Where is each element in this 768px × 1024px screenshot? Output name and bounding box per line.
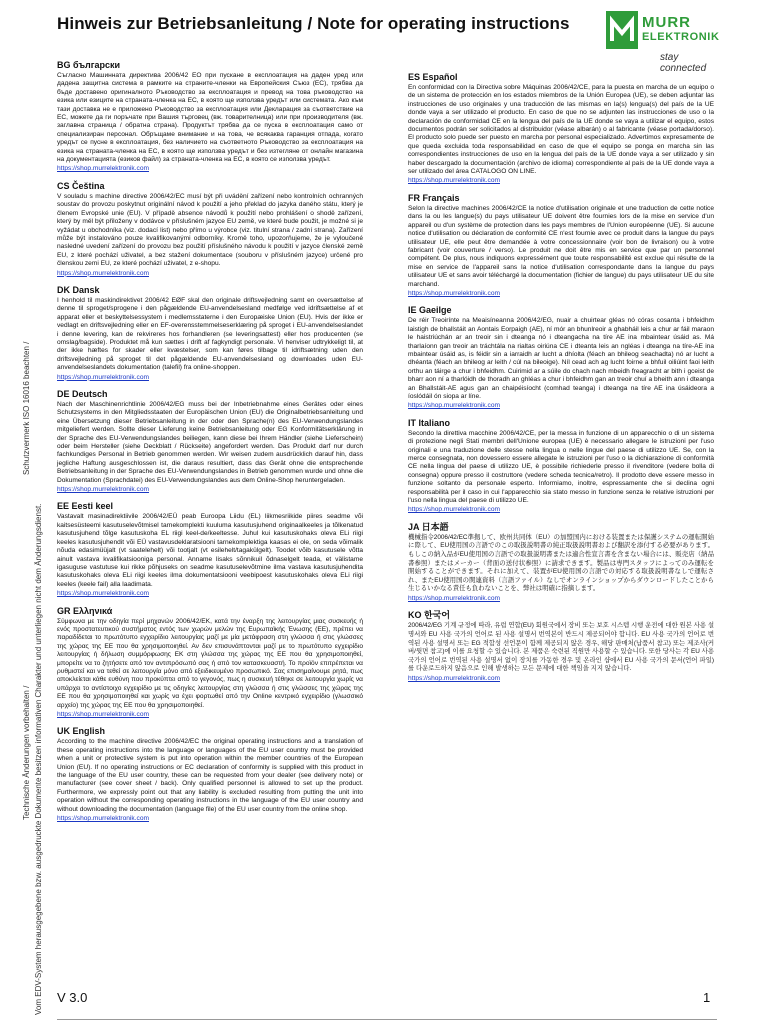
section-bg	[57, 60, 363, 174]
section-heading: FR Français	[408, 192, 460, 203]
section-ja	[408, 522, 714, 604]
shop-link[interactable]: https://shop.murrelektronik.com	[57, 711, 149, 718]
section-text: Selon la directive machines 2006/42/CE la notice d'utilisation originale et une traduction de cette notice dans la ou les langue(s) du pays utilisateur UE doivent être fournies lors de la mise en service d'un appareil ou d'un système de protection dans les pays membres de l'Union européenne (UE). Si aucune notice d'utilisation ou déclaration de conformité CE n'est fournie avec ce produit dans la langue du pays utilisateur UE, elle peut être demandée à votre concessionnaire (voir bon de livraison) ou à votre fabricant (voir couverture / verso). Le produit ne doit être mis en service que par un personnel compétent. De plus, nous indiquons expressément que toute responsabilité est exclue qui résulte de la mise en service de l'appareil sans la notice d'utilisation correspondante dans la langue du pays utilisateur UE et sans avoir téléchargé la documentation (fichier de langue) du pays utilisateur UE du site marchand.	[408, 204, 714, 288]
section-heading: IT Italiano	[408, 417, 451, 428]
shop-link[interactable]: https://shop.murrelektronik.com	[57, 486, 149, 494]
section-uk	[57, 726, 363, 823]
shop-link[interactable]: https://shop.murrelektronik.com	[57, 269, 149, 277]
section-text: Σύμφωνα με την οδηγία περί μηχανών 2006/42/ΕΚ, κατά την έναρξη της λειτουργίας μιας συσκευής ή ενός προστατευτικού συστήματος εντός των χωρών μελών της Ευρωπαϊκής Ένωσης (ΕΕ), πρέπει να παραδίδεται το πρωτότυπο εγχειρίδιο λειτουργίας μαζί με μία μετάφραση στη γλώσσα ή στις γλώσσες της χώρας της ΕΕ που θα χρησιμοποιηθεί. Αν δεν επισυνάπτονται μαζί με το πρωτότυπο εγχειρίδιο λειτουργίας ή δήλωση συμμόρφωσης ΕΚ στη γλώσσα της χώρας της ΕΕ που θα χρησιμοποιηθεί, μπορείτε να το ζητήσετε από τον αντιπρόσωπό σας ή από τον κατασκευαστή. Το προϊόν επιτρέπεται να ρυθμιστεί και να τεθεί σε λειτουργία μόνο από εξειδικευμένο προσωπικό. Σας επισημαίνουμε ρητά, πως αποκλείεται κάθε ευθύνη που προκύπτει από το γεγονός, πως η συσκευή τέθηκε σε λειτουργία χωρίς να υπάρχει το αντίστοιχο εγχειρίδιο με τις οδηγίες λειτουργίας στη γλώσσα ή στις γλώσσες της χώρας της ΕΕ που θα χρησιμοποιηθεί και χωρίς να έχει φορτωθεί από την Online κεντρικό εγχειρίδιο (γλωσσικό αρχείο) της χώρας της ΕΕ που θα χρησιμοποιηθεί.	[57, 617, 363, 709]
section-de	[57, 389, 363, 494]
section-ee	[57, 501, 363, 598]
shop-link[interactable]: https://shop.murrelektronik.com	[408, 289, 500, 297]
section-cs	[57, 181, 363, 278]
section-dk	[57, 285, 363, 382]
section-heading: KO 한국어	[408, 610, 451, 621]
section-gr	[57, 606, 363, 720]
left-column	[57, 60, 363, 830]
shop-link[interactable]: https://shop.murrelektronik.com	[408, 177, 500, 185]
section-heading: ES Español	[408, 72, 458, 82]
shop-link[interactable]: https://shop.murrelektronik.com	[408, 675, 500, 682]
section-it	[408, 418, 714, 515]
section-heading: IE Gaeilge	[408, 305, 452, 316]
section-text: According to the machine directive 2006/42/EC the original operating instructions and a translation of these operating instructions into the language or languages of the EU user country must be provided when a unit or protective system is put into operation within the member countries of the European Union (EU). If no operating instructions or EC declaration of conformity is supplied with this product in the language of the EU user country, these can be requested from your dealer (see delivery note) or manufacturer (see cover sheet / back). Only qualified personnel is allowed to set up the product. Furthermore, we expressly point out that any liability is excluded resulting from putting the unit into operation without the corresponding operating instructions in the language of the EU user country and without downloading the documentation (language file) of the EU user country from the online shop.	[57, 738, 363, 813]
logo-word-elektronik: ELEKTRONIK	[642, 31, 720, 43]
margin-note-protection: Schutzvermerk ISO 16016 beachten /	[22, 341, 31, 475]
logo-tagline: stay connected	[660, 52, 707, 74]
section-heading: DK Dansk	[57, 284, 100, 295]
shop-link[interactable]: https://shop.murrelektronik.com	[57, 815, 149, 823]
page-title: Hinweis zur Betriebsanleitung / Note for operating instructions	[57, 14, 570, 33]
section-heading: UK English	[57, 726, 106, 737]
murr-elektronik-logo	[606, 11, 720, 74]
section-text: V souladu s machine directive 2006/42/EC musí být při uvádění zařízení nebo kontrolních ochranných soustav do provozu poskytnut originální návod k použití a jeho překlad do jazyka daného státu, který je členem Evropské unie (EU). V případě absence návodů k použití nebo prohlášení o shodě zařízení, který by měl být přiloženy v dodávce v příslušném jazyce EU země, ve které bude použit, je možné si je vyžádat u obchodníka (viz. dodací list) nebo přímo u výrobce (viz. titulní strana / zadní strana). Zařízení může být instalováno pouze kvalifikovanými odborníky. Kromě toho, upozorňujeme, že je vyloučené nasledné uvedení zařízení do provozu bez použití příslušného návodu k použití v jazyce členské země EU, z které pochází uživatel, a bez stažení dokumentace (souboru v příslušném jazyce) určené pro členskou zemi EU, ze které pochází uživatel, z e-shopu.	[57, 192, 363, 268]
section-heading: JA 日本語	[408, 521, 449, 532]
margin-note-changes: Technische Änderungen vorbehalten /	[22, 685, 31, 820]
footer-divider	[57, 1019, 717, 1020]
section-text: Съгласно Машинната директива 2006/42 ЕО при пускане в експлоатация на даден уред или дадена защитна система в рамките на страните-членки на Европейския Съюз (ЕС), трябва да бъде доставено оригиналното Ръководство за експлоатация и превод на това ръководство на езика или езиците на страната-членка на ЕС, в която ще използва уредът или системата. Ако към тази доставка не е приложено Ръководство за експлоатация или Декларация за съответствие на ЕС, можете да ги поръчате при Вашия търговец (вж. товарителница) или при производителя (вж. заглавна страница / обратна страна). Продуктът трябва да се пуска в експлоатация само от специализиран персонал. Обръщаме внимание и на това, че всякаква гаранция отпада, когато уредът се пусне в експлоатация, без наличието на съответното Ръководство за експлоатация на езика на страната-членка на ЕС, в която ще използва уредът и без изтегляне от онлайн магазина на документацията (езиков файл) за страната-членка на ЕС, в която се използва уредът.	[57, 72, 363, 164]
section-fr	[408, 193, 714, 298]
shop-link[interactable]: https://shop.murrelektronik.com	[57, 373, 149, 381]
shop-link[interactable]: https://shop.murrelektronik.com	[57, 165, 149, 173]
section-heading: GR Ελληνικά	[57, 605, 113, 616]
section-es	[408, 72, 714, 186]
logo-word-murr: MURR	[642, 14, 691, 31]
section-heading: EE Eesti keel	[57, 501, 114, 512]
section-heading: DE Deutsch	[57, 389, 108, 399]
section-text: 機械指令2006/42/EC準拠して、欧州共同体（EU）の加盟国内における装置または保護システムの運転開始に際して、EU使用国の言語でのこの取扱説明書の純正取扱説明書および翻訳を添付する必要があります。もしこの納入品がEU使用国の言語での取扱説明書または適合性宣言書を含まない場合には、販売店（納品書参照）またはメーカー（背面の送付状参照）に請求できます。製品は専門スタッフによってのみ運転を開始することができます。それに加えて、装置がEU使用国の言語での対応する取扱説明書なしで運転され、またEU使用国の関連資料（言語ファイル）なしでオンラインショップからダウンロードしたことから生じるいかなる責任も負わないことを、弊社は明確に指摘します。	[408, 533, 714, 593]
section-ko	[408, 610, 714, 683]
margin-note-edv: Vom EDV-System herausgegebene bzw. ausgedruckte Dokumente besitzen informativen Charakter und unterliegen nicht dem Änderungsdienst.	[34, 503, 43, 1015]
page-number: 1	[703, 990, 711, 1005]
section-text: I henhold til maskindirektivet 2006/42 EØF skal den originale driftsvejledning samt en oversættelse af denne til sproget/sprogene i den pågældende EU-anvendelsesland medfølge ved idriftsættelse af et apparat eller et beskyttelsessystem i medlemsstaterne i den Europæiske Union (EU). Hvis der ikke er vedlagt en driftsvejledning eller en EF-overensstemmelseserklæring på sproget i EU-anvendelseslandet i denne levering, kan de rekvireres hos forhandleren (se leveringsattest) eller hos producenten (se omslag/bagside). Produktet må kun sættes i drift af fagkyndigt personale. Vi henviser udtrykkeligt til, at der ikke hæftes for skader eller kvæstelser, som kan føres tilbage til idriftsætning uden den driftsvejledning på sproget til det pågældende EU-anvendelsesland og downloades uden EU-anvendelseslandets dokumentation (talefil) fra online-shoppen.	[57, 296, 363, 372]
section-text: Nach der Maschinenrichtlinie 2006/42/EG muss bei der Inbetriebnahme eines Gerätes oder eines Schutzsystems in den Mitgliedsstaaten der Europäischen Union (EU) die Originalbetriebsanleitung und eine Übersetzung dieser Betriebsanleitung in der oder den Sprache(n) des EU-Verwendungslandes mitgeliefert werden. Sollte dieser Lieferung keine Betriebsanleitung oder EG Konformitätserklärung in der Sprache des EU-Verwendungslandes beiliegen, kann diese bei Ihrem Händler (siehe Lieferschein) oder beim Hersteller (siehe Deckblatt / Rückseite) angefordert werden. Das Produkt darf nur durch fachkundiges Personal in Betrieb genommen werden. Wir weisen zudem ausdrücklich darauf hin, dass jegliche Haftung ausgeschlossen ist, die daraus resultiert, dass das Gerät ohne die entsprechende Betriebsanleitung in der Sprache des EU-Verwendungslandes in Betrieb genommen wurde und ohne die Dokumentation (Sprachdatei) des EU-Verwendungslandes aus dem Online-Shop heruntergeladen.	[57, 401, 363, 484]
right-column	[408, 72, 714, 690]
section-heading: BG български	[57, 60, 121, 70]
section-heading: CS Čeština	[57, 180, 105, 191]
section-text: En conformidad con la Directiva sobre Máquinas 2006/42/CE, para la puesta en marcha de un equipo o de un sistema de protección en los estados miembros de la Unión Europea (UE), se deben adjuntar las instrucciones de uso originales y una traducción de las mismas en la(s) lengua(s) del país de la UE donde vaya a ser utilizado el producto. En caso de que no se adjunten las instrucciones de uso o la declaración de conformidad CE en la lengua del país de la UE donde se vaya a utilizar el equipo, estos documentos podrán ser solicitados al distribuidor (véase albarán) o al fabricante (véase portada/dorso). El producto solo puede ser puesto en marcha por personal especializado. Advertimos expresamente de que queda excluida toda responsabilidad en caso de que el equipo se ponga en marcha sin las correspondientes instrucciones de uso en la lengua del país de la UE donde vaya a ser utilizado y sin haber descargado la documentación (archivo de idioma) correspondiente al país de la UE donde vaya a ser utilizado del área CATALOGO ON LINE.	[408, 84, 714, 176]
shop-link[interactable]: https://shop.murrelektronik.com	[57, 590, 149, 598]
logo-mark-icon	[606, 11, 638, 49]
section-text: Secondo la direttiva macchine 2006/42/CE, per la messa in funzione di un apparecchio o di un sistema di protezione negli Stati membri dell'Unione europea (UE) è necessario allegare le istruzioni per l'uso originali e una traduzione delle stesse nella lingua o nelle lingue del paese di utilizzo UE. Se, con la merce consegnata, non dovessero essere allegate le istruzioni per l'uso o la dichiarazione di conformità CE nella lingua del paese di utilizzo UE, è possibile richiederle presso il rivenditore (vedere bolla di consegna) oppure presso il costruttore (vedere scheda tecnica/retro). Il prodotto deve essere messo in funzione soltanto da personale esperto. Informiamo, inoltre, espressamente che si declina ogni responsabilità per il caso in cui l'apparecchio sia stato messo in funzione senza le relative istruzioni per l'uso nella lingua del paese di utilizzo UE.	[408, 429, 714, 505]
version-label: V 3.0	[57, 990, 88, 1005]
section-text: Vastavalt masinadirektiivile 2006/42/EÜ peab Euroopa Liidu (EL) liikmesriikide piires seadme või kaitsesüsteemi kasutuselevõtmisel tarnekomplekti kuuluma kasutusjuhend originaalkeeles ja tõlkenatud kasutusjuhend tõlge kasutuskoha EL riigi keel-de/keeltesse. Juhul kui kasutuskohaks oleva ELi riigi keeles kasutusjuhendit või EÜ vastavusdeklaratsiooni tarnekomplektiga kaasas ei ole, on seda võimalik nõuda edasimüüjalt (vt saatelehelt) või tootjalt (vt esilehelt/tagakülgelt). Toodet võib kasutusele võtta ainult vastava kvalifikatsiooniga personal. Anname lisaks sõnnikuil õdnaselgelt teada, et välistame igasuguse vastutuse kui rikke põhjuseks on seadme kasutuselevõtmine ilma vastava kasutusjuhendita kasutuskohaks oleva ELi riigi keeles ilma dokumentatsiooni veebipoest kasutuskohaks oleva ELi riigi keeles (keele fail) alla laadimata.	[57, 513, 363, 588]
section-text: 2006/42/EG 기계 규정에 따라, 유럽 연합(EU) 회원국에서 장비 또는 보호 시스템 시행 운전에 대한 원본 사용 설명서와 EU 사용 국가의 언어로 된 사용 설명서 번역본이 반드시 제공되어야 합니다. EU 사용 국가의 언어로 번역된 사용 설명서 또는 EG 적합성 선언문이 함께 제공되지 않은 경우, 해당 판매처(납품서 참고) 또는 제조사(커버/뒷면 참고)에 이를 요청할 수 있습니다. 본 제품은 숙련된 직원만 사용할 수 있습니다. 또한 당사는 각 EU 사용 국가의 언어로 번역된 사용 설명서 없이 장치를 가동한 경우 및 온라인 샵에서 EU 사용 국가의 문서(언어 파일)를 다운로드하지 않음으로 인해 발생하는 모든 문제에 대한 책임을 지지 않습니다.	[408, 622, 714, 673]
section-text: De réir Treoirínte na Meaisíneanna 2006/42/EG, nuair a chuirtear gléas nó córas cosanta i bhfeidhm laistigh de bhallstáit an Aontais Eorpaigh (AE), ní mór an bhunlreoir a ghabháil leis a chur ar fáil maraon le haistriúchán ar an treoir sin i dteanga nó i dteangacha na tíre AE ina mbaintear úsáid as. Má tharlaíonn gan treoir an tráchtála na rialtas oiriúna CE i dteanta leis an ngléas i dteanga na tíre-AE ina mbaintear úsáid as, is féidir sin a iarraidh ar lucht a dhíolta (féach an bhileog seachadta) nó ar lucht a dhéanta (féach an bhileog ar leith / cúl na bileoige). Níl cead ach ag lucht foirne a bhfuil oiliúint faoi leith orthu an táirge a chur i bhfeidhm. Cuirimid ar a súile do chach nach mbeidh freagracht ar bith i gceist de bharr aon ní a tharlóidh de thoradh an ghléas a chur i bhfeidhm gan an treoir chuí a bheith ann i dteanga an Bhallstáit-AE agus gan an chaipéisíocht (comhad teanga) i dteanga na tíre AE ina úsáideora a íoslódáil ón siopa ar líne.	[408, 317, 714, 400]
shop-link[interactable]: https://shop.murrelektronik.com	[408, 595, 500, 603]
shop-link[interactable]: https://shop.murrelektronik.com	[408, 402, 500, 410]
shop-link[interactable]: https://shop.murrelektronik.com	[408, 506, 500, 514]
section-ie	[408, 305, 714, 410]
